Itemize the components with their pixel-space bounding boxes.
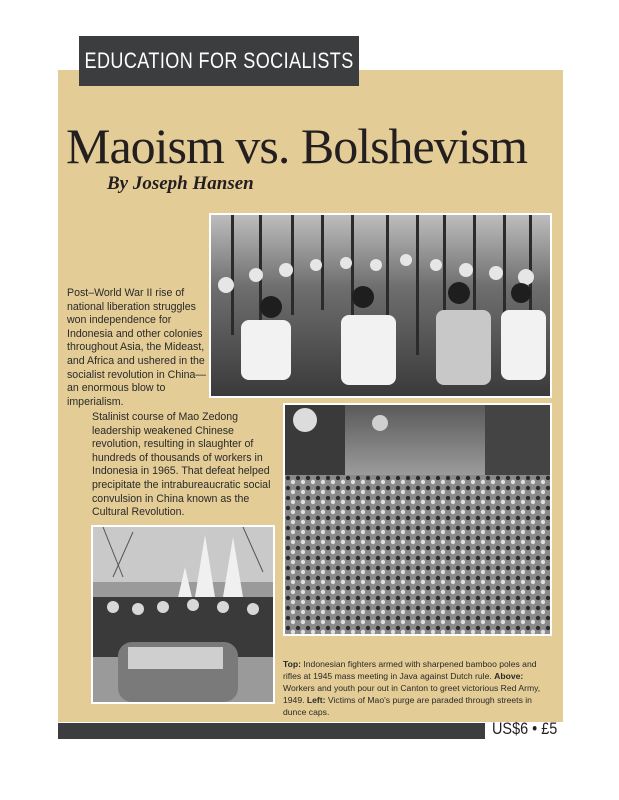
photo-canton-crowd [283,403,552,636]
caption-above-text: Workers and youth pour out in Canton to greet victorious Red Army, 1949. [283,683,541,705]
photo-indonesian-fighters [209,213,552,398]
intro-blurb: Post–World War II rise of national liberation struggles won independence for Indonesia and other colonies throughout Asia, the Mideast, and Africa and ushered in the socialist revolution in China—an enormous blow to imperialism. [67,287,206,408]
photo-caption [283,658,551,718]
book-title: Maoism vs. Bolshevism [66,118,527,174]
series-label: EDUCATION FOR SOCIALISTS [84,48,354,73]
second-blurb: Stalinist course of Mao Zedong leadership weakened Chinese revolution, resulting in slaughter of hundreds of thousands of workers in Indonesia in 1965. That defeat helped precipitate the intrabureaucratic social convulsion in China known as the Cultural Revolution. [92,411,271,519]
caption-top-text: Indonesian fighters armed with sharpened bamboo poles and rifles at 1945 mass meeting in Java against Dutch rule. [283,659,537,681]
bottom-bar [58,723,485,739]
caption-above-label: Above: [494,671,524,681]
caption-top-label: Top: [283,659,301,669]
caption-left-text: Victims of Mao's purge are paraded through streets in dunce caps. [283,695,532,717]
caption-left-label: Left: [306,695,326,705]
photo-purge-victims [91,525,275,704]
series-banner [79,36,359,86]
price-label: US$6 • £5 [492,719,558,738]
author-byline: By Joseph Hansen [107,173,254,194]
